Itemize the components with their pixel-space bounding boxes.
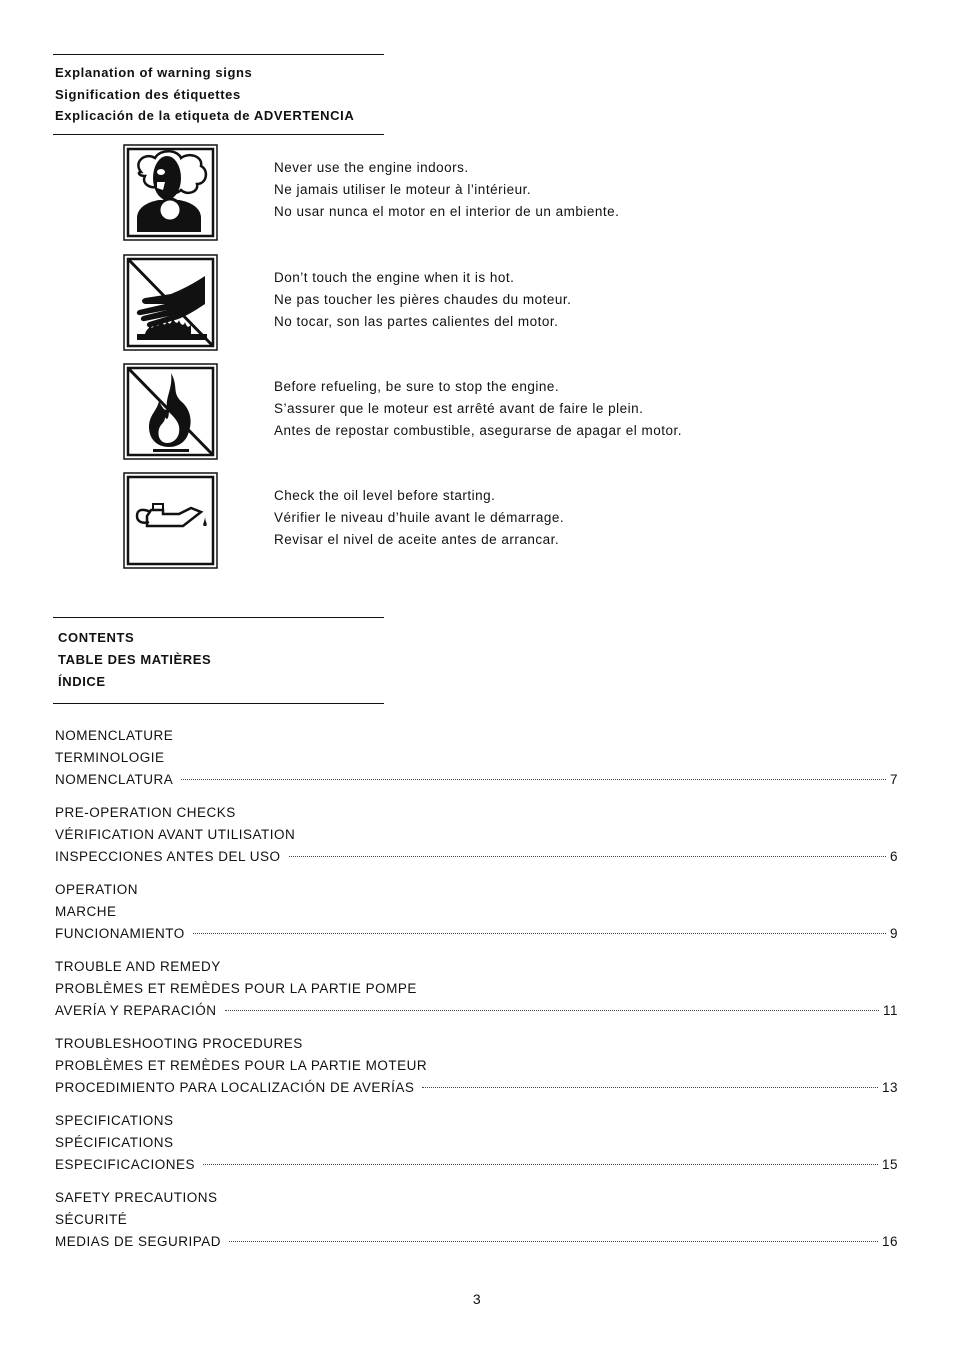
warning-heading-en: Explanation of warning signs: [55, 65, 253, 80]
toc-line-es-row: [55, 1232, 898, 1254]
page-number: 3: [472, 1291, 482, 1307]
engine-indoors-warning-icon: [123, 144, 218, 241]
hot-surface-warning-icon: [123, 254, 218, 351]
toc-line-es: PROCEDIMIENTO PARA LOCALIZACIÓN DE AVERÍAS: [55, 1080, 415, 1095]
toc-leader-dots: [289, 856, 886, 857]
toc-page-number: 15: [881, 1157, 898, 1172]
toc-line-es-row: [55, 847, 898, 869]
sign-text-refueling: [274, 376, 682, 442]
warning-heading-fr: Signification des étiquettes: [55, 86, 241, 102]
toc-line-en: TROUBLESHOOTING PROCEDURES: [55, 1036, 303, 1051]
toc-line-es: ESPECIFICACIONES: [55, 1157, 196, 1172]
warning-heading: [55, 62, 354, 127]
toc-line-es: NOMENCLATURA: [55, 772, 174, 787]
toc-entry-troubleshooting-procedures[interactable]: [55, 1034, 898, 1111]
toc-page-number: 6: [889, 849, 898, 864]
toc-line-en: NOMENCLATURE: [55, 728, 174, 743]
sign-text-es: No tocar, son las partes calientes del motor.: [274, 314, 559, 329]
toc-line-es-row: [55, 770, 898, 792]
sign-text-fr: Ne jamais utiliser le moteur à l’intérieur.: [274, 182, 532, 197]
contents-heading-bottom-rule: [53, 703, 384, 704]
toc-page-number: 9: [889, 926, 898, 941]
sign-text-en: Don’t touch the engine when it is hot.: [274, 270, 515, 285]
sign-text-en: Check the oil level before starting.: [274, 488, 496, 503]
toc-page-number: 7: [889, 772, 898, 787]
warning-heading-es: Explicación de la etiqueta de ADVERTENCIA: [55, 108, 355, 123]
toc-line-fr: VÉRIFICATION AVANT UTILISATION: [55, 827, 296, 842]
warning-heading-bottom-rule: [53, 134, 384, 135]
sign-text-engine-indoors: [274, 157, 619, 223]
warning-heading-top-rule: [53, 54, 384, 55]
toc-line-fr: MARCHE: [55, 904, 117, 919]
table-of-contents: [55, 726, 898, 1265]
contents-heading-es: ÍNDICE: [58, 674, 106, 689]
toc-line-es: FUNCIONAMIENTO: [55, 926, 185, 941]
sign-text-fr: S’assurer que le moteur est arrêté avant de faire le plein.: [274, 401, 644, 416]
sign-text-oil-level: [274, 485, 564, 551]
toc-entry-safety-precautions[interactable]: [55, 1188, 898, 1265]
toc-line-fr: SÉCURITÉ: [55, 1212, 128, 1227]
toc-page-number: 11: [882, 1003, 898, 1018]
sign-text-en: Never use the engine indoors.: [274, 160, 469, 175]
toc-entry-specifications[interactable]: [55, 1111, 898, 1188]
sign-text-hot-surface: [274, 267, 571, 333]
toc-line-es-row: [55, 1078, 898, 1100]
toc-line-es-row: [55, 1001, 898, 1023]
contents-heading-en: CONTENTS: [58, 630, 135, 645]
toc-line-en: SPECIFICATIONS: [55, 1113, 174, 1128]
toc-leader-dots: [181, 779, 886, 780]
toc-leader-dots: [193, 933, 886, 934]
toc-line-fr: PROBLÈMES ET REMÈDES POUR LA PARTIE POMPE: [55, 981, 417, 996]
toc-line-fr: TERMINOLOGIE: [55, 750, 165, 765]
sign-text-es: Antes de repostar combustible, asegurarse de apagar el motor.: [274, 423, 682, 438]
toc-page-number: 16: [881, 1234, 898, 1249]
toc-page-number: 13: [881, 1080, 898, 1095]
no-flame-warning-icon: [123, 363, 218, 460]
oil-can-icon: [123, 472, 218, 569]
sign-text-fr: Vérifier le niveau d’huile avant le démarrage.: [274, 510, 565, 525]
toc-line-es: MEDIAS DE SEGURIPAD: [55, 1234, 222, 1249]
toc-entry-pre-operation-checks[interactable]: [55, 803, 898, 880]
contents-heading-fr: TABLE DES MATIÈRES: [58, 652, 212, 667]
toc-line-en: SAFETY PRECAUTIONS: [55, 1190, 218, 1205]
toc-line-es-row: [55, 1155, 898, 1177]
toc-line-es: AVERÍA Y REPARACIÓN: [55, 1003, 217, 1018]
sign-text-en: Before refueling, be sure to stop the engine.: [274, 379, 560, 394]
toc-entry-trouble-and-remedy[interactable]: [55, 957, 898, 1034]
contents-heading: [58, 627, 211, 693]
toc-leader-dots: [229, 1241, 878, 1242]
toc-line-fr: SPÉCIFICATIONS: [55, 1135, 174, 1150]
toc-entry-operation[interactable]: [55, 880, 898, 957]
toc-line-en: OPERATION: [55, 882, 139, 897]
toc-line-es-row: [55, 924, 898, 946]
sign-text-es: No usar nunca el motor en el interior de un ambiente.: [274, 204, 620, 219]
toc-line-en: PRE-OPERATION CHECKS: [55, 805, 236, 820]
toc-line-en: TROUBLE AND REMEDY: [55, 959, 221, 974]
sign-text-fr: Ne pas toucher les pières chaudes du moteur.: [274, 292, 572, 307]
toc-leader-dots: [203, 1164, 878, 1165]
toc-leader-dots: [225, 1010, 879, 1011]
sign-text-es: Revisar el nivel de aceite antes de arrancar.: [274, 532, 560, 547]
toc-entry-nomenclature[interactable]: [55, 726, 898, 803]
toc-leader-dots: [422, 1087, 878, 1088]
toc-line-es: INSPECCIONES ANTES DEL USO: [55, 849, 281, 864]
contents-heading-top-rule: [53, 617, 384, 618]
toc-line-fr: PROBLÈMES ET REMÈDES POUR LA PARTIE MOTEUR: [55, 1058, 428, 1073]
